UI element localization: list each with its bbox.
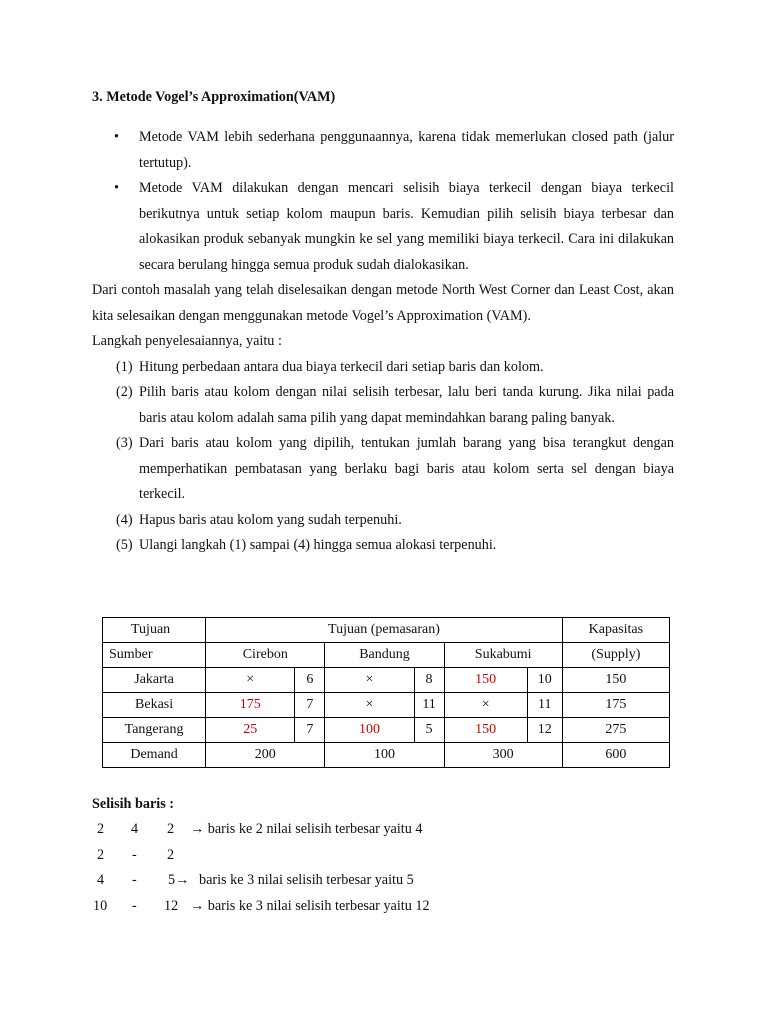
source-cell: Jakarta xyxy=(103,668,206,693)
bullet-item xyxy=(92,125,674,176)
step-text: Pilih baris atau kolom dengan nilai selisih terbesar, lalu beri tanda kurung. Jika nilai pada baris atau kolom adalah sama pilih yang dapat memindahkan barang paling banyak. xyxy=(139,384,674,426)
destination-header: Cirebon xyxy=(206,643,325,668)
difference-row xyxy=(92,868,692,894)
step-item xyxy=(92,508,674,534)
bullet-list xyxy=(92,125,674,278)
allocation-cell: 25 xyxy=(206,718,295,743)
source-cell: Bekasi xyxy=(103,693,206,718)
steps-heading: Langkah penyelesaiannya, yaitu : xyxy=(92,333,282,349)
table-header-row xyxy=(103,643,670,668)
bullet-text: Metode VAM lebih sederhana penggunaannya, karena tidak memerlukan closed path (jalur tertutup). xyxy=(139,129,674,171)
cost-cell: 10 xyxy=(527,668,562,693)
difference-value: 2 xyxy=(167,821,175,837)
steps-list xyxy=(92,355,674,559)
demand-cell: 100 xyxy=(325,743,444,768)
step-number: (3) xyxy=(116,435,133,451)
allocation-cell: × xyxy=(206,668,295,693)
step-item xyxy=(92,355,674,381)
bullet-icon: • xyxy=(114,129,119,145)
difference-value: 12 xyxy=(164,897,179,914)
allocation-cell: × xyxy=(325,693,414,718)
difference-value: 4 xyxy=(131,821,139,837)
table-row xyxy=(103,693,670,718)
difference-note: baris ke 3 nilai selisih terbesar yaitu 5 xyxy=(199,872,414,888)
table-header-row xyxy=(103,618,670,643)
allocation-cell: × xyxy=(444,693,527,718)
group-header-cell: Tujuan (pemasaran) xyxy=(206,618,563,643)
allocation-cell: 100 xyxy=(325,718,414,743)
row-difference-heading: Selisih baris : xyxy=(92,796,174,812)
allocation-cell: 175 xyxy=(206,693,295,718)
table-row xyxy=(103,718,670,743)
difference-value: 2 xyxy=(97,846,105,863)
destination-header: Bandung xyxy=(325,643,444,668)
allocation-cell: 150 xyxy=(444,668,527,693)
difference-value: - xyxy=(132,872,137,888)
step-number: (5) xyxy=(116,537,133,553)
difference-value: 4 xyxy=(97,872,105,888)
section-title: 3. Metode Vogel’s Approximation(VAM) xyxy=(92,89,336,105)
step-text: Ulangi langkah (1) sampai (4) hingga semua alokasi terpenuhi. xyxy=(139,537,497,553)
step-text: Hitung perbedaan antara dua biaya terkecil dari setiap baris dan kolom. xyxy=(139,358,544,375)
corner-bottom-cell: Sumber xyxy=(103,643,206,668)
bullet-item xyxy=(92,176,674,278)
allocation-cell: 150 xyxy=(444,718,527,743)
difference-value: 10 xyxy=(93,897,108,914)
difference-row xyxy=(92,894,692,920)
cost-cell: 7 xyxy=(295,718,325,743)
intro-paragraph: Dari contoh masalah yang telah diselesaikan dengan metode North West Corner dan Least Cost, akan kita selesaikan dengan menggunakan metode Vogel’s Approximation (VAM). xyxy=(92,282,674,324)
supply-cell: 175 xyxy=(562,693,669,718)
difference-note: → baris ke 3 nilai selisih terbesar yaitu 12 xyxy=(190,897,430,914)
cost-cell: 12 xyxy=(527,718,562,743)
difference-value: 2 xyxy=(97,821,105,837)
difference-value: 5→ xyxy=(168,872,190,888)
bullet-text: Metode VAM dilakukan dengan mencari selisih biaya terkecil dengan biaya terkecil berikutnya untuk setiap kolom maupun baris. Kemudian pilih selisih biaya terbesar dan alokasikan produk sebanyak mungkin ke sel yang memiliki biaya terkecil. Cara ini dilakukan secara berulang hingga semua produk sudah dialokasikan. xyxy=(139,180,674,273)
row-difference-section xyxy=(92,792,692,919)
demand-row xyxy=(103,743,670,768)
cost-cell: 11 xyxy=(527,693,562,718)
demand-cell: 200 xyxy=(206,743,325,768)
step-item xyxy=(92,380,674,431)
total-cell: 600 xyxy=(562,743,669,768)
step-number: (4) xyxy=(116,511,133,528)
step-item xyxy=(92,431,674,508)
step-number: (2) xyxy=(116,384,133,400)
step-item xyxy=(92,533,674,559)
difference-value: - xyxy=(132,897,137,914)
supply-header-top: Kapasitas xyxy=(562,618,669,643)
allocation-cell: × xyxy=(325,668,414,693)
difference-value: 2 xyxy=(167,846,175,863)
demand-cell: 300 xyxy=(444,743,562,768)
cost-cell: 5 xyxy=(414,718,444,743)
difference-row xyxy=(92,843,692,869)
difference-value: - xyxy=(132,846,137,863)
difference-note: → baris ke 2 nilai selisih terbesar yaitu 4 xyxy=(190,821,423,837)
supply-header-bottom: (Supply) xyxy=(562,643,669,668)
cost-cell: 6 xyxy=(295,668,325,693)
demand-label: Demand xyxy=(103,743,206,768)
source-cell: Tangerang xyxy=(103,718,206,743)
supply-cell: 275 xyxy=(562,718,669,743)
step-text: Hapus baris atau kolom yang sudah terpenuhi. xyxy=(139,511,402,528)
supply-cell: 150 xyxy=(562,668,669,693)
table-row xyxy=(103,668,670,693)
destination-header: Sukabumi xyxy=(444,643,562,668)
transportation-table xyxy=(102,617,670,768)
corner-top-cell: Tujuan xyxy=(103,618,206,643)
difference-row xyxy=(92,817,692,843)
bullet-icon: • xyxy=(114,180,119,196)
cost-cell: 11 xyxy=(414,693,444,718)
step-number: (1) xyxy=(116,358,133,375)
step-text: Dari baris atau kolom yang dipilih, tentukan jumlah barang yang bisa terangkut dengan memperhatikan pembatasan yang berlaku bagi baris atau kolom serta sel dengan biaya terkecil. xyxy=(139,435,674,502)
cost-cell: 8 xyxy=(414,668,444,693)
document-body xyxy=(92,86,674,559)
cost-cell: 7 xyxy=(295,693,325,718)
